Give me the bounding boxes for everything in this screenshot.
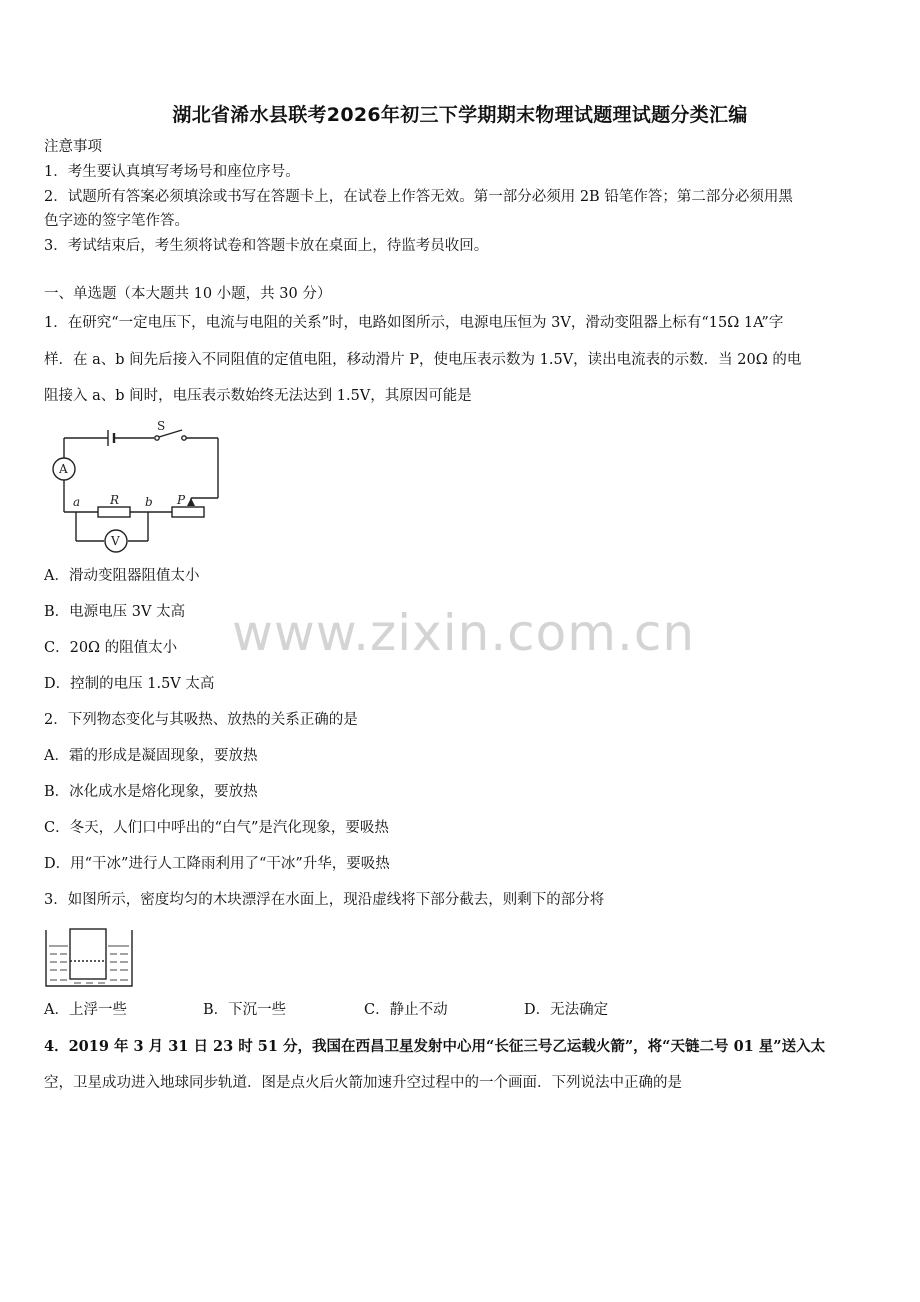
question-2-option-c: C．冬天，人们口中呼出的“白气”是汽化现象，要吸热 bbox=[44, 820, 389, 836]
question-2-option-a: A．霜的形成是凝固现象，要放热 bbox=[44, 748, 258, 764]
question-1-option-c: C．20Ω 的阻值太小 bbox=[44, 640, 178, 656]
slider-label: P bbox=[177, 493, 186, 507]
question-1-line: 阻接入 a、b 间时，电压表示数始终无法达到 1.5V，其原因可能是 bbox=[44, 388, 472, 404]
question-1-option-a: A．滑动变阻器阻值太小 bbox=[44, 568, 200, 584]
question-3-option-b: B．下沉一些 bbox=[203, 1002, 287, 1018]
question-1-line: 1．在研究“一定电压下，电流与电阻的关系”时，电路如图所示，电源电压恒为 3V，滑动变阻器上标有“15Ω 1A”字 bbox=[44, 315, 784, 331]
question-1-option-b: B．电源电压 3V 太高 bbox=[44, 604, 186, 620]
voltmeter-label: V bbox=[111, 534, 120, 548]
section-heading: 一、单选题（本大题共 10 小题，共 30 分） bbox=[44, 286, 332, 302]
question-2-stem: 2．下列物态变化与其吸热、放热的关系正确的是 bbox=[44, 712, 358, 728]
notice-item: 3．考试结束后，考生须将试卷和答题卡放在桌面上，待监考员收回。 bbox=[44, 238, 489, 254]
question-3-option-d: D．无法确定 bbox=[524, 1002, 609, 1018]
question-3-stem: 3．如图所示，密度均匀的木块漂浮在水面上，现沿虚线将下部分截去，则剩下的部分将 bbox=[44, 892, 605, 908]
question-2-option-b: B．冰化成水是熔化现象，要放热 bbox=[44, 784, 258, 800]
question-4-line: 4．2019 年 3 月 31 日 23 时 51 分，我国在西昌卫星发射中心用“长征三号乙运载火箭”，将“天链二号 01 星”送入太 bbox=[44, 1038, 826, 1055]
ammeter-label: A bbox=[59, 462, 68, 476]
notice-item: 1．考生要认真填写考场号和座位序号。 bbox=[44, 164, 300, 180]
question-3-option-c: C．静止不动 bbox=[364, 1002, 448, 1018]
terminal-a-label: a bbox=[73, 495, 81, 509]
question-3-option-a: A．上浮一些 bbox=[44, 1002, 127, 1018]
question-4-line: 空，卫星成功进入地球同步轨道．图是点火后火箭加速升空过程中的一个画面．下列说法中正确的是 bbox=[44, 1075, 682, 1091]
resistor-label: R bbox=[110, 493, 120, 507]
terminal-b-label: b bbox=[145, 495, 153, 509]
page-title: 湖北省浠水县联考2026年初三下学期期末物理试题理试题分类汇编 bbox=[172, 104, 748, 126]
switch-label: S bbox=[157, 420, 166, 433]
question-2-option-d: D．用“干冰”进行人工降雨利用了“干冰”升华，要吸热 bbox=[44, 856, 390, 872]
floating-block-diagram bbox=[44, 926, 134, 988]
question-1-option-d: D．控制的电压 1.5V 太高 bbox=[44, 676, 215, 692]
notice-item: 色字迹的签字笔作答。 bbox=[44, 213, 189, 229]
notice-heading: 注意事项 bbox=[44, 139, 102, 155]
notice-item: 2．试题所有答案必须填涂或书写在答题卡上，在试卷上作答无效。第一部分必须用 2B 铅笔作答；第二部分必须用黑 bbox=[44, 189, 793, 205]
question-1-line: 样．在 a、b 间先后接入不同阻值的定值电阻，移动滑片 P，使电压表示数为 1.5V，读出电流表的示数．当 20Ω 的电 bbox=[44, 352, 802, 368]
watermark: www.zixin.com.cn bbox=[232, 604, 696, 662]
circuit-diagram bbox=[46, 420, 226, 556]
